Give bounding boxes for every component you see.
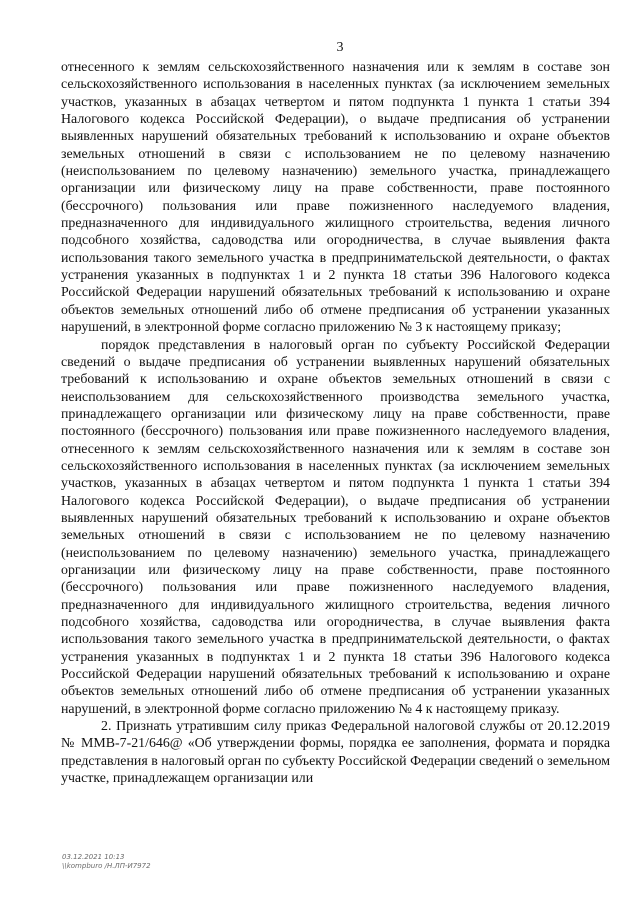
document-body bbox=[61, 59, 610, 787]
paragraph-continuation: отнесенного к землям сельскохозяйственного назначения или к землям в составе зон сельскохозяйственного использования в населенных пунктах (за исключением земельных участков, указанных в абзацах четвертом и пятом подпункта 1 пункта 1 статьи 394 Налогового кодекса Российской Федерации), о выдаче предписания об устранении выявленных нарушений обязательных требований к использованию и охране объектов земельных отношений в связи с использованием не по целевому назначению (неиспользованием по целевому назначению) земельного участка, принадлежащего организации или физическому лицу на праве собственности, праве постоянного (бессрочного) пользования или праве пожизненного наследуемого владения, предназначенного для индивидуального жилищного строительства, ведения личного подсобного хозяйства, садоводства или огородничества, в случае выявления факта использования такого земельного участка в предпринимательской деятельности, о фактах устранения указанных в подпунктах 1 и 2 пункта 18 статьи 396 Налогового кодекса Российской Федерации нарушений обязательных требований к использованию и охране объектов земельных отношений либо об отмене предписания об устранении указанных нарушений, в электронной форме согласно приложению № 3 к настоящему приказу; bbox=[61, 60, 610, 336]
document-footer bbox=[62, 853, 151, 871]
paragraph-submission-procedure: порядок представления в налоговый орган по субъекту Российской Федерации сведений о выдаче предписания об устранении выявленных нарушений обязательных требований к использованию и охране объектов земельных отношений в связи с неиспользованием для сельскохозяйственного производства земельного участка, принадлежащего организации или физическому лицу на праве собственности, праве постоянного (бессрочного) пользования или праве пожизненного наследуемого владения, отнесенного к землям сельскохозяйственного назначения или к землям в составе зон сельскохозяйственного использования в населенных пунктах (за исключением земельных участков, указанных в абзацах четвертом и пятом подпункта 1 пункта 1 статьи 394 Налогового кодекса Российской Федерации), о выдаче предписания об устранении выявленных нарушений обязательных требований к использованию и охране объектов земельных отношений в связи с использованием не по целевому назначению (неиспользованием по целевому назначению) земельного участка, принадлежащего организации или физическому лицу на праве собственности, праве постоянного (бессрочного) пользования или праве пожизненного наследуемого владения, предназначенного для индивидуального жилищного строительства, ведения личного подсобного хозяйства, садоводства или огородничества, в случае выявления факта использования такого земельного участка в предпринимательской деятельности, о фактах устранения указанных в подпунктах 1 и 2 пункта 18 статьи 396 Налогового кодекса Российской Федерации нарушений обязательных требований к использованию и охране объектов земельных отношений либо об отмене предписания об устранении указанных нарушений, в электронной форме согласно приложению № 4 к настоящему приказу. bbox=[61, 337, 610, 717]
footer-timestamp: 03.12.2021 10:13 bbox=[62, 853, 125, 861]
footer-file-path: \\kompburo /Н.ЛП-И7972 bbox=[62, 862, 151, 870]
page-number: 3 bbox=[336, 40, 344, 55]
paragraph-item-2: 2. Признать утратившим силу приказ Федеральной налоговой службы от 20.12.2019 № ММВ-7-21/646@ «Об утверждении формы, порядка ее заполнения, формата и порядка представления в налоговый орган по субъекту Российской Федерации сведений о земельном участке, принадлежащем организации или bbox=[61, 719, 610, 787]
